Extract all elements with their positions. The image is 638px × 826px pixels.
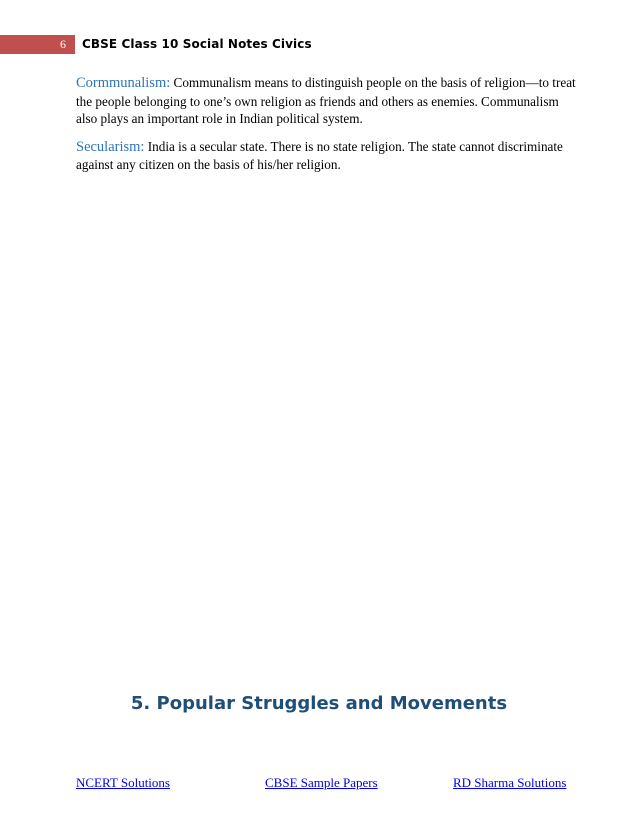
footer-link-ncert-solutions[interactable]: NCERT Solutions <box>76 775 170 790</box>
chapter-heading: 5. Popular Struggles and Movements <box>130 693 508 714</box>
paragraph-text: India is a secular state. There is no state religion. The state cannot discriminate against any citizen on the basis of his/her religion. <box>76 138 563 172</box>
header-title: CBSE Class 10 Social Notes Civics <box>82 37 312 51</box>
footer-link-cbse-sample-papers[interactable]: CBSE Sample Papers <box>265 775 378 790</box>
term-label: Cormmunalism: <box>76 75 171 91</box>
page-number: 6 <box>60 37 66 51</box>
footer-link-rd-sharma-solutions[interactable]: RD Sharma Solutions <box>453 775 567 790</box>
paragraph-text: Communalism means to distinguish people on the basis of religion—to treat the people belonging to one’s own religion as friends and others as enemies. Communalism also plays an important role in Indian political system. <box>76 75 576 126</box>
paragraph-secularism <box>76 138 576 174</box>
term-label: Secularism: <box>76 138 145 155</box>
paragraph-communalism <box>76 74 576 128</box>
document-body <box>76 74 576 184</box>
